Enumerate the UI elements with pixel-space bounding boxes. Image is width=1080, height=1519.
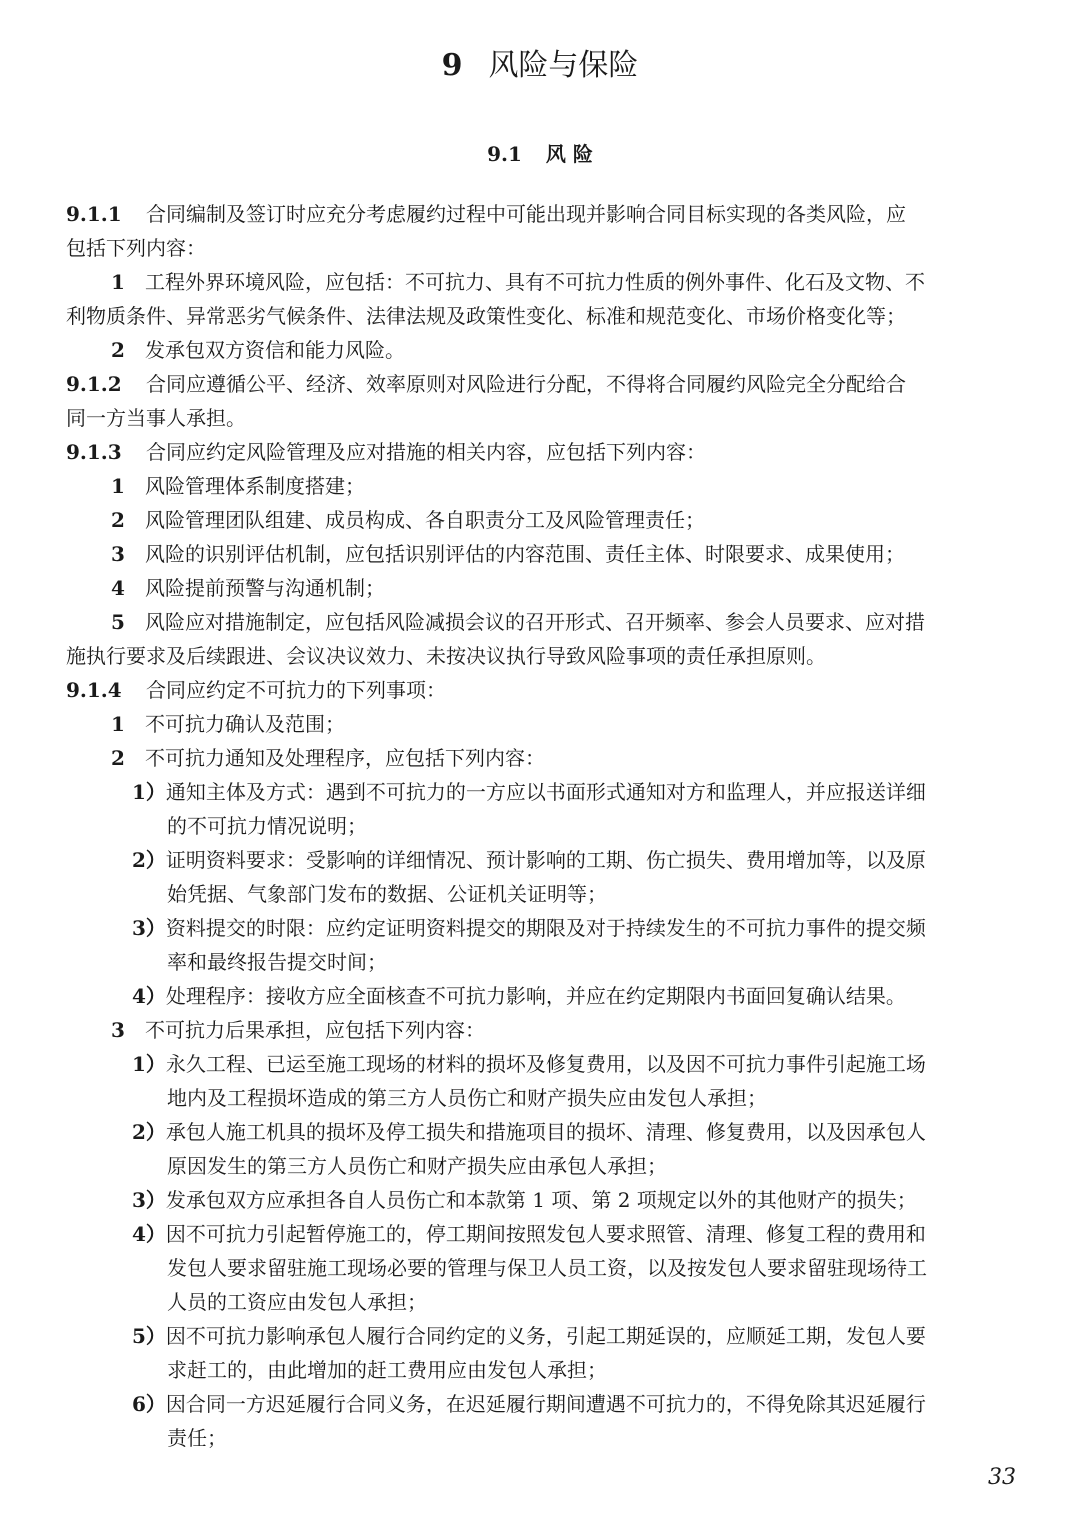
list-item	[111, 741, 1016, 775]
list-item	[111, 1013, 1016, 1047]
item-text: 发承包双方资信和能力风险。	[145, 338, 405, 362]
section-title	[0, 140, 1080, 168]
sub-item	[132, 979, 1016, 1013]
list-item	[111, 537, 1016, 571]
list-item	[111, 265, 1016, 299]
sub-item-text-cont: 责任；	[167, 1426, 227, 1450]
clause-9-1-4	[66, 673, 1016, 707]
item-text: 风险管理体系制度搭建；	[145, 474, 365, 498]
list-item	[111, 707, 1016, 741]
item-number: 2	[111, 338, 125, 362]
clause-number: 9.1.2	[66, 372, 122, 396]
item-text-cont: 利物质条件、异常恶劣气候条件、法律法规及政策性变化、标准和规范变化、市场价格变化等；	[66, 304, 906, 328]
list-item	[111, 333, 1016, 367]
sub-item	[132, 911, 1016, 945]
sub-item-text: 资料提交的时限：应约定证明资料提交的期限及对于持续发生的不可抗力事件的提交频	[165, 916, 926, 940]
sub-item-number: 3）	[132, 1188, 166, 1212]
sub-item	[132, 1047, 1016, 1081]
sub-item-text-cont: 地内及工程损坏造成的第三方人员伤亡和财产损失应由发包人承担；	[167, 1086, 767, 1110]
clause-text-cont: 包括下列内容：	[66, 236, 206, 260]
list-item	[111, 571, 1016, 605]
sub-item-text-cont: 原因发生的第三方人员伤亡和财产损失应由承包人承担；	[167, 1154, 667, 1178]
item-number: 3	[111, 1018, 125, 1042]
item-text: 不可抗力后果承担，应包括下列内容：	[145, 1018, 485, 1042]
section-number: 9.1	[487, 142, 522, 166]
item-number: 3	[111, 542, 125, 566]
item-number: 5	[111, 610, 125, 634]
sub-item-text-cont: 人员的工资应由发包人承担；	[167, 1290, 427, 1314]
item-number: 2	[111, 746, 125, 770]
chapter-title-text: 风险与保险	[488, 48, 639, 83]
sub-item-text: 因不可抗力引起暂停施工的，停工期间按照发包人要求照管、清理、修复工程的费用和	[165, 1222, 926, 1246]
item-number: 1	[111, 270, 125, 294]
sub-item-text-cont: 求赶工的，由此增加的赶工费用应由发包人承担；	[167, 1358, 607, 1382]
sub-item-text-cont: 率和最终报告提交时间；	[167, 950, 387, 974]
item-text: 不可抗力确认及范围；	[145, 712, 345, 736]
sub-item-number: 2）	[132, 848, 166, 872]
item-number: 1	[111, 474, 125, 498]
sub-item-number: 1）	[132, 1052, 166, 1076]
item-number: 2	[111, 508, 125, 532]
item-text: 风险管理团队组建、成员构成、各自职责分工及风险管理责任；	[145, 508, 705, 532]
clause-number: 9.1.1	[66, 202, 122, 226]
sub-item-text: 因合同一方迟延履行合同义务，在迟延履行期间遭遇不可抗力的，不得免除其迟延履行	[165, 1392, 926, 1416]
page-number: 33	[988, 1465, 1016, 1490]
document-body	[66, 197, 1016, 1455]
sub-item-number: 2）	[132, 1120, 166, 1144]
clause-9-1-2	[66, 367, 1016, 401]
clause-text: 合同应约定风险管理及应对措施的相关内容，应包括下列内容：	[146, 440, 706, 464]
list-item	[111, 503, 1016, 537]
sub-item	[132, 1319, 1016, 1353]
item-text: 风险提前预警与沟通机制；	[145, 576, 385, 600]
item-number: 4	[111, 576, 125, 600]
sub-item-text-cont: 的不可抗力情况说明；	[167, 814, 367, 838]
sub-item-number: 4）	[132, 1222, 166, 1246]
item-text: 风险应对措施制定，应包括风险减损会议的召开形式、召开频率、参会人员要求、应对措	[145, 610, 925, 634]
sub-item	[132, 1183, 1016, 1217]
sub-item-number: 1）	[132, 780, 166, 804]
sub-item-text: 因不可抗力影响承包人履行合同约定的义务，引起工期延误的，应顺延工期，发包人要	[165, 1324, 926, 1348]
section-title-text: 风 险	[545, 142, 593, 166]
sub-item-text: 发承包双方应承担各自人员伤亡和本款第 1 项、第 2 项规定以外的其他财产的损失；	[165, 1188, 917, 1212]
sub-item	[132, 775, 1016, 809]
list-item	[111, 605, 1016, 639]
item-text: 风险的识别评估机制，应包括识别评估的内容范围、责任主体、时限要求、成果使用；	[145, 542, 905, 566]
sub-item-number: 6）	[132, 1392, 166, 1416]
item-text: 工程外界环境风险，应包括：不可抗力、具有不可抗力性质的例外事件、化石及文物、不	[145, 270, 925, 294]
chapter-number: 9	[441, 48, 463, 83]
sub-item	[132, 843, 1016, 877]
sub-item-text-cont: 发包人要求留驻施工现场必要的管理与保卫人员工资，以及按发包人要求留驻现场待工	[167, 1256, 927, 1280]
sub-item-text: 永久工程、已运至施工现场的材料的损坏及修复费用，以及因不可抗力事件引起施工场	[165, 1052, 926, 1076]
clause-9-1-3	[66, 435, 1016, 469]
sub-item-text: 处理程序：接收方应全面核查不可抗力影响，并应在约定期限内书面回复确认结果。	[165, 984, 906, 1008]
clause-number: 9.1.3	[66, 440, 122, 464]
sub-item-text: 通知主体及方式：遇到不可抗力的一方应以书面形式通知对方和监理人，并应报送详细	[165, 780, 926, 804]
sub-item	[132, 1387, 1016, 1421]
sub-item	[132, 1217, 1016, 1251]
clause-text: 合同编制及签订时应充分考虑履约过程中可能出现并影响合同目标实现的各类风险，应	[146, 202, 906, 226]
item-text: 不可抗力通知及处理程序，应包括下列内容：	[145, 746, 545, 770]
clause-number: 9.1.4	[66, 678, 122, 702]
sub-item-number: 4）	[132, 984, 166, 1008]
list-item	[111, 469, 1016, 503]
sub-item-text-cont: 始凭据、气象部门发布的数据、公证机关证明等；	[167, 882, 607, 906]
sub-item-text: 证明资料要求：受影响的详细情况、预计影响的工期、伤亡损失、费用增加等，以及原	[165, 848, 926, 872]
item-text-cont: 施执行要求及后续跟进、会议决议效力、未按决议执行导致风险事项的责任承担原则。	[66, 644, 826, 668]
item-number: 1	[111, 712, 125, 736]
clause-text: 合同应遵循公平、经济、效率原则对风险进行分配，不得将合同履约风险完全分配给合	[146, 372, 906, 396]
clause-text: 合同应约定不可抗力的下列事项：	[146, 678, 446, 702]
clause-text-cont: 同一方当事人承担。	[66, 406, 246, 430]
sub-item-number: 3）	[132, 916, 166, 940]
sub-item-number: 5）	[132, 1324, 166, 1348]
clause-9-1-1	[66, 197, 1016, 231]
sub-item-text: 承包人施工机具的损坏及停工损失和措施项目的损坏、清理、修复费用，以及因承包人	[165, 1120, 926, 1144]
sub-item	[132, 1115, 1016, 1149]
chapter-title	[0, 44, 1080, 88]
